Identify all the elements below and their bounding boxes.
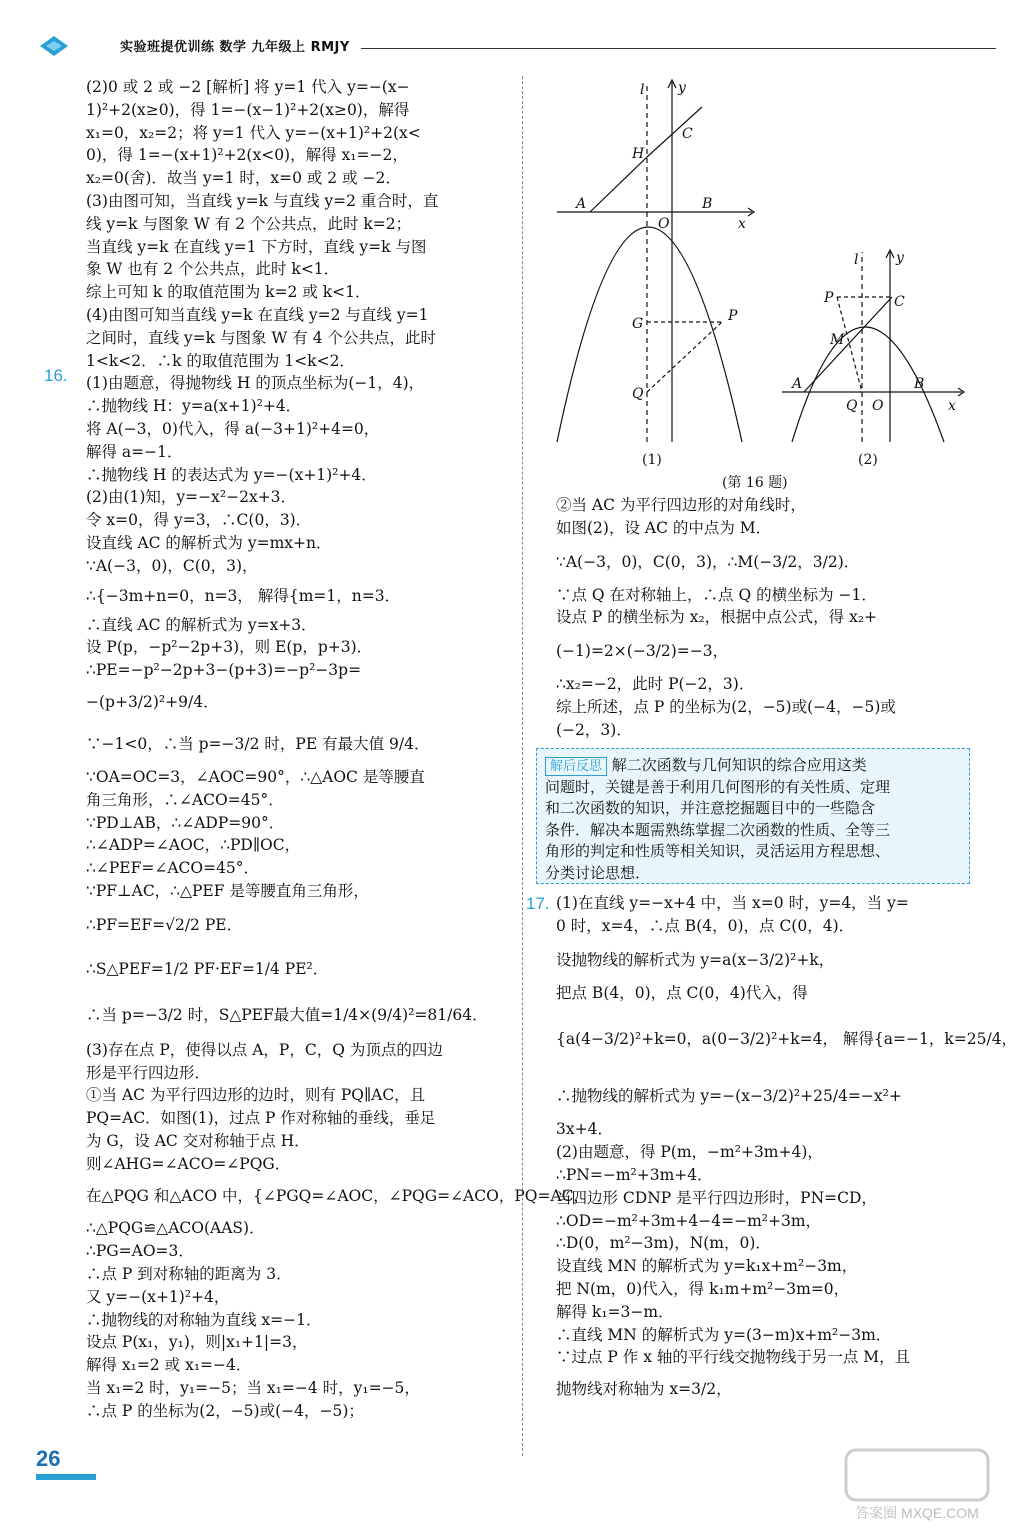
text-line: ∴PN=−m²+3m+4．: [556, 1165, 713, 1184]
text-line: 则∠AHG=∠ACO=∠PQG．: [86, 1154, 291, 1173]
figure-16: [552, 72, 972, 492]
figure-sub-1: (1): [642, 452, 662, 468]
text-line: ∴OD=−m²+3m+4−4=−m²+3m，: [556, 1211, 822, 1230]
column-divider: [522, 76, 523, 1456]
fig1-label-b: B: [702, 196, 713, 212]
watermark-text: 答案圈 MXQE.COM: [855, 1505, 979, 1521]
page-number: 26: [36, 1446, 61, 1471]
text-line: 综上可知 k 的取值范围为 k=2 或 k<1．: [86, 283, 371, 302]
text-line: ∴当 p=−3/2 时，S△PEF最大值=1/4×(9/4)²=81/64．: [86, 1005, 488, 1024]
fig2-label-m: M: [830, 332, 845, 348]
text-line: 抛物线对称轴为 x=3/2，: [556, 1380, 732, 1399]
text-line: ∴∠PEF=∠ACO=45°．: [86, 859, 260, 878]
text-line: ①当 AC 为平行四边形的边时，则有 PQ∥AC，且: [86, 1086, 426, 1105]
text-line: 形是平行四边形．: [86, 1063, 211, 1082]
reflection-box: [536, 748, 970, 884]
fig2-label-l: l: [854, 252, 859, 268]
text-line: ∴PF=EF=√2/2 PE．: [86, 915, 243, 934]
text-line: ∴∠ADP=∠AOC，∴PD∥OC，: [86, 836, 301, 855]
text-line: ∴抛物线的解析式为 y=−(x−3/2)²+25/4=−x²+: [556, 1087, 902, 1106]
fig2-label-y: y: [896, 250, 904, 266]
question-17-number: 17.: [526, 894, 550, 913]
text-line: ∵PF⊥AC，∴△PEF 是等腰直角三角形，: [86, 881, 369, 900]
text-line: ∴S△PEF=1/2 PF·EF=1/4 PE²．: [86, 959, 329, 978]
text-line: (−2，3)．: [556, 720, 632, 739]
text-line: ∴{−3m+n=0，n=3， 解得{m=1，n=3．: [86, 586, 401, 605]
text-line: ∵点 Q 在对称轴上，∴点 Q 的横坐标为 −1．: [556, 585, 877, 604]
fig1-label-l: l: [640, 82, 645, 98]
fig2-label-c: C: [894, 294, 905, 310]
text-line: (4)由图可知当直线 y=k 在直线 y=2 与直线 y=1: [86, 305, 429, 324]
text-line: ∵A(−3，0)，C(0，3)，∴M(−3/2，3/2)．: [556, 552, 860, 571]
text-line: {a(4−3/2)²+k=0，a(0−3/2)²+k=4， 解得{a=−1，k=25/4，: [556, 1030, 1018, 1049]
text-line: 1)²+2(x≥0)，得 1=−(x−1)²+2(x≥0)，解得: [86, 100, 410, 119]
text-line: 当 x₁=2 时，y₁=−5；当 x₁=−4 时，y₁=−5，: [86, 1379, 420, 1398]
reflection-text: [545, 755, 965, 884]
reflection-line: 角形的判定和性质等相关知识，灵活运用方程思想、: [545, 842, 891, 860]
text-line: ②当 AC 为平行四边形的对角线时，: [556, 496, 806, 514]
text-line: (3)存在点 P，使得以点 A，P，C，Q 为顶点的四边: [86, 1040, 443, 1059]
reflection-line: 解二次函数与几何知识的综合应用这类: [611, 756, 867, 774]
text-line: 将 A(−3，0)代入，得 a(−3+1)²+4=0，: [86, 419, 380, 438]
text-line: ∴抛物线的对称轴为直线 x=−1．: [86, 1310, 322, 1329]
text-line: x₂=0(舍)．故当 y=1 时，x=0 或 2 或 −2．: [86, 169, 401, 188]
text-line: 设点 P(x₁，y₁)，则|x₁+1|=3，: [86, 1333, 308, 1352]
text-line: ∴PE=−p²−2p+3−(p+3)=−p²−3p=: [86, 661, 362, 680]
fig2-label-p: P: [824, 290, 834, 306]
watermark-logo: [842, 1446, 992, 1526]
text-line: −(p+3/2)²+9/4．: [86, 692, 219, 711]
fig1-label-a: A: [576, 196, 587, 212]
reflection-line: 分类讨论思想．: [545, 863, 651, 882]
text-line: ∴△PQG≌△ACO(AAS)．: [86, 1219, 265, 1238]
text-line: PQ=AC．如图(1)，过点 P 作对称轴的垂线，垂足: [86, 1109, 436, 1128]
fig1-label-x: x: [738, 216, 746, 232]
page-number-bar: [36, 1474, 96, 1480]
text-line: 之间时，直线 y=k 与图象 W 有 4 个公共点，此时: [86, 328, 436, 347]
text-line: 令 x=0，得 y=3，∴C(0，3)．: [86, 511, 312, 530]
text-line: ∴抛物线 H 的表达式为 y=−(x+1)²+4．: [86, 465, 377, 484]
text-line: (−1)=2×(−3/2)=−3，: [556, 642, 729, 661]
text-line: 设直线 AC 的解析式为 y=mx+n．: [86, 533, 332, 552]
text-line: 3x+4．: [556, 1120, 613, 1139]
text-line: 0 时，x=4，∴点 B(4，0)，点 C(0，4)．: [556, 916, 855, 935]
text-line: 解得 a=−1．: [86, 442, 183, 461]
fig2-label-x: x: [948, 398, 956, 414]
text-line: 解得 x₁=2 或 x₁=−4．: [86, 1356, 252, 1375]
fig2-label-b: B: [914, 376, 925, 392]
text-line: ∵−1<0，∴当 p=−3/2 时，PE 有最大值 9/4．: [86, 734, 430, 753]
text-line: ∴PG=AO=3．: [86, 1242, 194, 1261]
text-line: 设 P(p，−p²−2p+3)，则 E(p，p+3)．: [86, 638, 373, 657]
fig2-label-a: A: [792, 376, 803, 392]
figure-sub-2: (2): [858, 452, 878, 468]
text-line: 把 N(m，0)代入，得 k₁m+m²−3m=0，: [556, 1279, 850, 1298]
text-line: 1<k<2．∴k 的取值范围为 1<k<2．: [86, 351, 355, 370]
text-line: (2)由(1)知，y=−x²−2x+3．: [86, 488, 297, 507]
text-line: ∴直线 MN 的解析式为 y=(3−m)x+m²−3m．: [556, 1325, 892, 1344]
text-line: ∴抛物线 H：y=a(x+1)²+4．: [86, 397, 302, 416]
text-line: (1)在直线 y=−x+4 中，当 x=0 时，y=4，当 y=: [556, 894, 909, 912]
text-line: 如图(2)，设 AC 的中点为 M．: [556, 518, 772, 537]
page-header: [36, 30, 996, 60]
reflection-line: 条件．解决本题需熟练掌握二次函数的性质、全等三: [545, 820, 891, 839]
text-line: 把点 B(4，0)，点 C(0，4)代入，得: [556, 983, 808, 1002]
text-line: 象 W 也有 2 个公共点，此时 k<1．: [86, 260, 340, 279]
fig1-label-g: G: [632, 316, 644, 332]
text-line: (2)0 或 2 或 −2 [解析] 将 y=1 代入 y=−(x−: [86, 78, 410, 96]
fig1-label-y: y: [678, 80, 686, 96]
question-16-number: 16.: [44, 366, 68, 385]
fig1-label-c: C: [682, 126, 693, 142]
reflection-line: 和二次函数的知识，并注意挖掘题目中的一些隐含: [545, 799, 876, 817]
text-line: (1)由题意，得抛物线 H 的顶点坐标为(−1，4)，: [86, 374, 425, 393]
text-line: ∵A(−3，0)，C(0，3)，: [86, 556, 258, 575]
book-logo-icon: [36, 32, 72, 58]
text-line: x₁=0，x₂=2；将 y=1 代入 y=−(x+1)²+2(x<: [86, 123, 421, 142]
text-line: ∴点 P 的坐标为(2，−5)或(−4，−5)；: [86, 1401, 364, 1420]
text-line: 设直线 MN 的解析式为 y=k₁x+m²−3m，: [556, 1257, 858, 1276]
reflection-line: 问题时，关键是善于利用几何图形的有关性质、定理: [545, 777, 891, 796]
text-line: ∴直线 AC 的解析式为 y=x+3．: [86, 615, 317, 634]
figure-caption: (第 16 题): [722, 475, 788, 491]
text-line: 0)，得 1=−(x+1)²+2(x<0)，解得 x₁=−2，: [86, 146, 408, 165]
text-line: 为 G，设 AC 交对称轴于点 H．: [86, 1131, 310, 1150]
text-line: (2)由题意，得 P(m，−m²+3m+4)，: [556, 1143, 823, 1162]
header-title: 实验班提优训练 数学 九年级上 RMJY: [120, 40, 350, 55]
fig1-label-h: H: [632, 146, 645, 162]
text-line: 在△PQG 和△ACO 中，{∠PGQ=∠AOC，∠PQG=∠ACO，PQ=AC，: [86, 1187, 589, 1206]
text-line: 角三角形，∴∠ACO=45°．: [86, 790, 284, 809]
text-line: ∴x₂=−2，此时 P(−2，3)．: [556, 675, 755, 694]
right-column: [556, 494, 976, 742]
text-line: 线 y=k 与图象 W 有 2 个公共点，此时 k=2；: [86, 214, 412, 233]
fig1-label-q: Q: [632, 386, 644, 402]
figure-16-diagram: [552, 72, 972, 472]
text-line: 当直线 y=k 在直线 y=1 下方时，直线 y=k 与图: [86, 237, 427, 256]
text-line: ∵过点 P 作 x 轴的平行线交抛物线于另一点 M，且: [556, 1348, 911, 1367]
text-line: ∴点 P 到对称轴的距离为 3．: [86, 1265, 292, 1284]
fig2-label-o: O: [872, 398, 884, 414]
text-line: 设抛物线的解析式为 y=a(x−3/2)²+k，: [556, 950, 835, 969]
text-line: ∵OA=OC=3，∠AOC=90°，∴△AOC 是等腰直: [86, 767, 425, 786]
text-line: (3)由图可知，当直线 y=k 与直线 y=2 重合时，直: [86, 191, 439, 210]
text-line: 又 y=−(x+1)²+4，: [86, 1287, 230, 1306]
fig1-label-o: O: [658, 216, 670, 232]
text-line: ∵PD⊥AB，∴∠ADP=90°．: [86, 813, 285, 832]
text-line: ∴D(0，m²−3m)，N(m，0)．: [556, 1234, 771, 1253]
header-rule: [361, 48, 996, 49]
fig1-label-p: P: [728, 308, 738, 324]
text-line: 综上所述，点 P 的坐标为(2，−5)或(−4，−5)或: [556, 697, 896, 716]
reflection-tag: 解后反思: [545, 757, 607, 776]
right-column-q17: [556, 892, 1018, 1409]
fig2-label-q: Q: [846, 398, 858, 414]
text-line: 当四边形 CDNP 是平行四边形时，PN=CD，: [556, 1188, 877, 1207]
text-line: 解得 k₁=3−m．: [556, 1302, 674, 1321]
text-line: 设点 P 的横坐标为 x₂，根据中点公式，得 x₂+: [556, 608, 878, 627]
